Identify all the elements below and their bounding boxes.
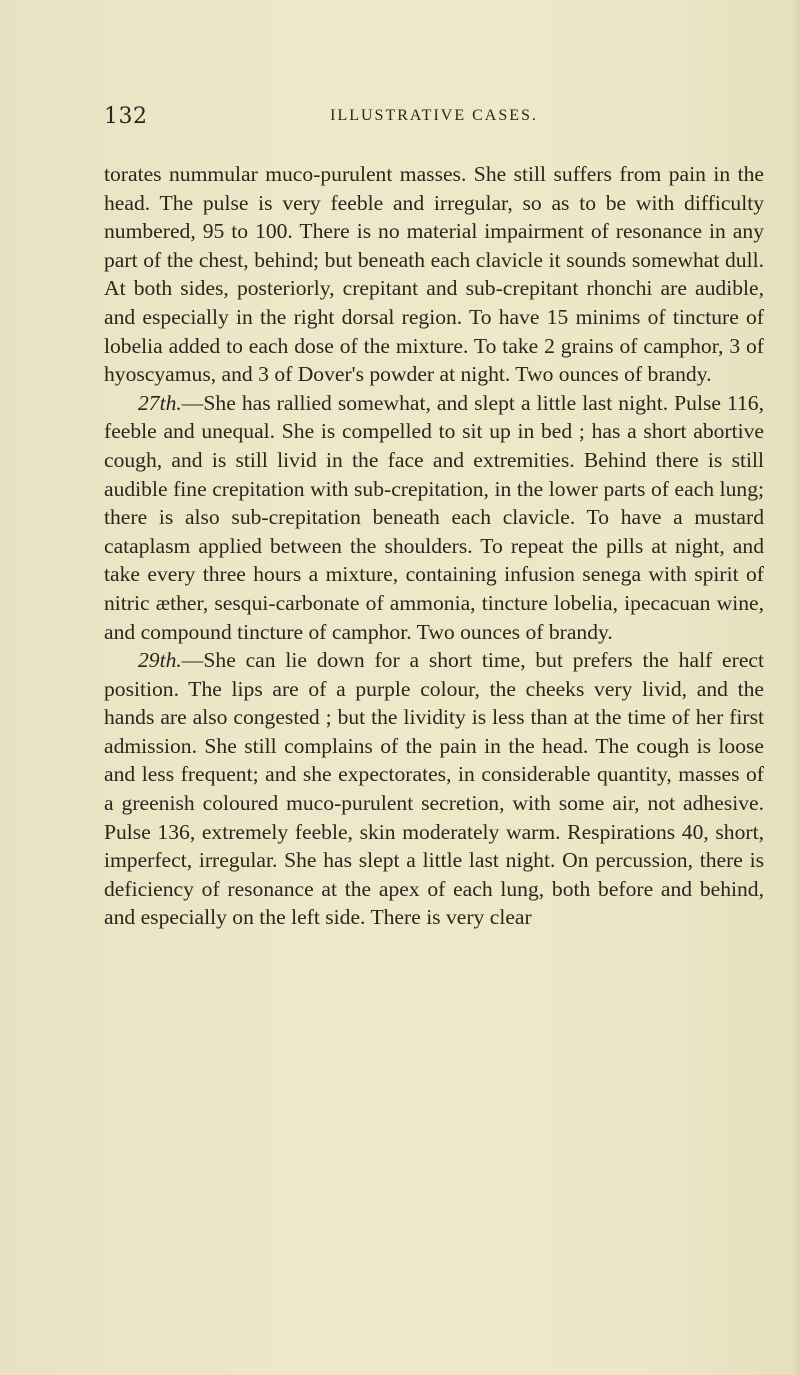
paragraph-text: —She has rallied somewhat, and slept a little last night. Pulse 116, feeble and unequal. She is compelled to sit up in bed ; has a short abortive cough, and is still livid in the face and extremities. Behind there is still audible fine crepitation with sub-crepitation, in the lower parts of each lung; there is also sub-crepitation beneath each clavicle. To have a mustard cataplasm applied between the shoulders. To repeat the pills at night, and take every three hours a mixture, containing infusion senega with spirit of nitric æther, sesqui-carbonate of ammonia, tincture lobelia, ipecacuan wine, and compound tincture of camphor. Two ounces of brandy. [104, 390, 764, 644]
entry-date: 27th. [138, 390, 182, 415]
paragraph-text: —She can lie down for a short time, but prefers the half erect position. The lips are of a purple colour, the cheeks very livid, and the hands are also congested ; but the lividity is less than at the time of her first admission. She still complains of the pain in the head. The cough is loose and less frequent; and she expectorates, in considerable quantity, masses of a greenish coloured muco-purulent secretion, with some air, not adhesive. Pulse 136, extremely feeble, skin moderately warm. Respirations 40, short, imperfect, irregular. She has slept a little last night. On percussion, there is deficiency of resonance at the apex of each lung, both before and behind, and especially on the left side. There is very clear [104, 648, 764, 930]
page-header [104, 104, 764, 134]
entry-date: 29th. [138, 648, 182, 673]
paragraph-29th [104, 646, 764, 932]
running-head: ILLUSTRATIVE CASES. [330, 107, 538, 124]
body-text [104, 160, 764, 932]
page-edge-shadow [792, 0, 800, 1375]
paragraph-continued [104, 160, 764, 389]
paragraph-27th [104, 389, 764, 646]
page-number: 132 [104, 104, 148, 129]
paragraph-text: torates nummular muco-purulent masses. She still suffers from pain in the head. The pulse is very feeble and irregular, so as to be with difficulty numbered, 95 to 100. There is no material impairment of resonance in any part of the chest, behind; but beneath each clavicle it sounds somewhat dull. At both sides, posteriorly, crepitant and sub-crepitant rhonchi are audible, and especially in the right dorsal region. To have 15 minims of tincture of lobelia added to each dose of the mixture. To take 2 grains of camphor, 3 of hyoscyamus, and 3 of Dover's powder at night. Two ounces of brandy. [104, 162, 764, 387]
